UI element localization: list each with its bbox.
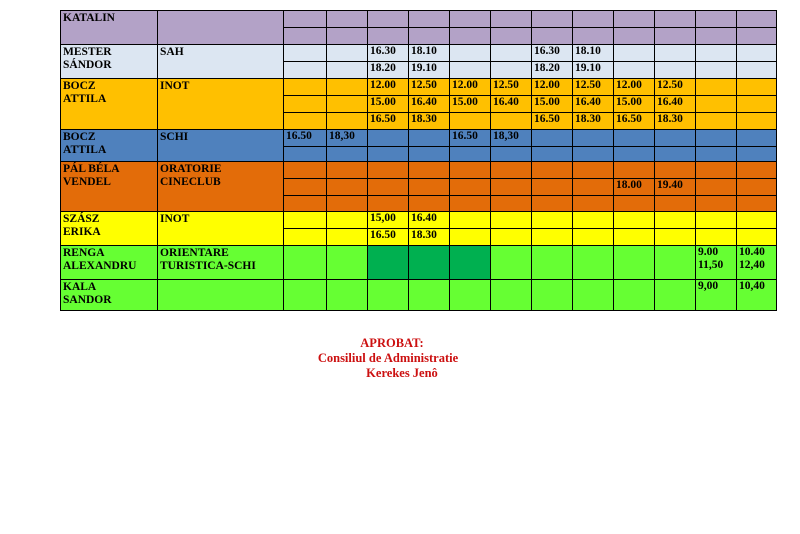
time-cell: [327, 229, 368, 246]
time-cell: [491, 11, 532, 28]
time-cell: [491, 280, 532, 311]
time-cell: 12.00: [450, 79, 491, 96]
time-cell: [737, 113, 777, 130]
time-cell: [368, 147, 409, 162]
person-name-line: BOCZ: [63, 131, 96, 143]
time-cell: 16.50: [532, 113, 573, 130]
time-cell: 12.00: [368, 79, 409, 96]
time-cell: 16.50: [284, 130, 327, 147]
time-cell: [737, 28, 777, 45]
activity-line: INOT: [160, 80, 190, 92]
time-cell: [532, 130, 573, 147]
time-cell: [737, 196, 777, 212]
time-cell: [655, 45, 696, 62]
time-cell: [284, 179, 327, 196]
time-cell: [409, 130, 450, 147]
time-cell: [368, 179, 409, 196]
table-row: [61, 11, 777, 28]
person-name-line: SZÁSZ: [63, 213, 100, 225]
time-cell: [450, 179, 491, 196]
time-cell: [614, 45, 655, 62]
time-cell: [532, 229, 573, 246]
time-cell: [327, 79, 368, 96]
person-name-line: PÁL BÉLA: [63, 163, 120, 175]
time-cell: [327, 11, 368, 28]
activity-cell: [158, 45, 284, 79]
time-cell: [409, 11, 450, 28]
time-cell: 12.50: [655, 79, 696, 96]
person-name-cell: [61, 11, 158, 45]
person-name-line: KALA: [63, 281, 97, 293]
time-cell: [696, 96, 737, 113]
time-cell: [284, 196, 327, 212]
time-cell: [614, 280, 655, 311]
time-cell: [327, 280, 368, 311]
person-name-cell: [61, 280, 158, 311]
time-cell: [573, 212, 614, 229]
time-cell: [696, 196, 737, 212]
time-cell: [573, 147, 614, 162]
time-cell: 15.00: [368, 96, 409, 113]
time-cell: 10.40 12,40: [737, 246, 777, 280]
time-cell: [327, 45, 368, 62]
time-cell: 16.40: [655, 96, 696, 113]
time-cell: [368, 196, 409, 212]
time-cell: 16.40: [409, 212, 450, 229]
time-cell: 16.40: [573, 96, 614, 113]
time-cell: [696, 45, 737, 62]
time-cell: [737, 96, 777, 113]
time-cell: [327, 147, 368, 162]
time-cell: [532, 11, 573, 28]
table-row: [61, 246, 777, 280]
time-cell: [737, 212, 777, 229]
time-cell: [532, 179, 573, 196]
time-cell: [327, 246, 368, 280]
time-cell: [532, 196, 573, 212]
time-cell: [655, 212, 696, 229]
time-cell: 16.50: [368, 113, 409, 130]
time-cell: 15.00: [614, 96, 655, 113]
time-cell: [655, 162, 696, 179]
time-cell: [573, 246, 614, 280]
activity-cell: [158, 130, 284, 162]
time-cell: 16.30: [368, 45, 409, 62]
time-cell: [284, 11, 327, 28]
time-cell: 16.50: [614, 113, 655, 130]
time-cell: [409, 179, 450, 196]
activity-cell: [158, 162, 284, 212]
time-cell: [737, 179, 777, 196]
time-cell: 15.00: [532, 96, 573, 113]
activity-cell: [158, 212, 284, 246]
time-cell: [368, 162, 409, 179]
time-cell: [409, 147, 450, 162]
time-cell: 16.40: [409, 96, 450, 113]
time-cell: 16.50: [450, 130, 491, 147]
time-cell: 18,30: [327, 130, 368, 147]
activity-cell: [158, 280, 284, 311]
time-cell: [655, 229, 696, 246]
person-name-cell: [61, 246, 158, 280]
table-row: [61, 45, 777, 62]
time-cell: [284, 246, 327, 280]
time-cell: [450, 147, 491, 162]
time-cell: [655, 147, 696, 162]
time-cell: 18.30: [573, 113, 614, 130]
time-cell: [573, 162, 614, 179]
time-cell: [491, 45, 532, 62]
time-cell: [737, 162, 777, 179]
time-cell: 18.10: [573, 45, 614, 62]
time-cell: [655, 130, 696, 147]
time-cell: 16.30: [532, 45, 573, 62]
time-cell: 12.50: [573, 79, 614, 96]
time-cell: 9.00 11,50: [696, 246, 737, 280]
time-cell: [532, 147, 573, 162]
table-row: [61, 79, 777, 96]
time-cell: [614, 212, 655, 229]
time-cell: 19.10: [409, 62, 450, 79]
time-cell: 18.20: [368, 62, 409, 79]
time-cell: [573, 28, 614, 45]
time-cell: [655, 11, 696, 28]
time-cell: [284, 45, 327, 62]
time-cell: 18.00: [614, 179, 655, 196]
time-cell: [491, 212, 532, 229]
time-cell: [450, 280, 491, 311]
activity-line: INOT: [160, 213, 190, 225]
time-cell: [409, 162, 450, 179]
time-cell: [491, 147, 532, 162]
person-name-line: ERIKA: [63, 226, 101, 238]
time-cell: [450, 212, 491, 229]
time-cell: [284, 79, 327, 96]
time-cell: [573, 229, 614, 246]
time-cell: [573, 196, 614, 212]
approval-title: APROBAT:: [360, 336, 424, 350]
time-cell: [327, 179, 368, 196]
time-cell: [284, 62, 327, 79]
time-cell: [409, 246, 450, 280]
time-cell: [655, 280, 696, 311]
time-cell: [368, 246, 409, 280]
time-cell: [614, 229, 655, 246]
activity-cell: [158, 11, 284, 45]
approval-signatory: Kerekes Jenô: [366, 366, 438, 380]
time-cell: [450, 28, 491, 45]
activity-line: TURISTICA-SCHI: [160, 260, 256, 272]
time-cell: [409, 28, 450, 45]
time-cell: [532, 28, 573, 45]
time-cell: [450, 113, 491, 130]
time-cell: [284, 229, 327, 246]
time-cell: [573, 130, 614, 147]
time-cell: [284, 113, 327, 130]
time-cell: [368, 280, 409, 311]
time-cell: [696, 212, 737, 229]
time-cell: [614, 196, 655, 212]
time-cell: [737, 147, 777, 162]
activity-line: CINECLUB: [160, 176, 221, 188]
time-cell: [737, 130, 777, 147]
time-cell: 9,00: [696, 280, 737, 311]
time-cell: 16.50: [368, 229, 409, 246]
time-cell: [450, 45, 491, 62]
time-cell: [696, 113, 737, 130]
person-name-cell: [61, 212, 158, 246]
time-cell: [491, 162, 532, 179]
time-cell: 18.30: [409, 229, 450, 246]
time-cell: 12.00: [532, 79, 573, 96]
schedule-table: [60, 10, 777, 311]
person-name-cell: [61, 79, 158, 130]
time-cell: 12.50: [491, 79, 532, 96]
person-name-line: ATTILA: [63, 93, 107, 105]
approval-block: [300, 336, 476, 381]
time-cell: [696, 79, 737, 96]
time-cell: [532, 280, 573, 311]
time-cell: [737, 79, 777, 96]
time-cell: [655, 246, 696, 280]
time-cell: [696, 11, 737, 28]
table-row: [61, 130, 777, 147]
time-cell: 12.50: [409, 79, 450, 96]
time-cell: [573, 280, 614, 311]
person-name-cell: [61, 162, 158, 212]
time-cell: [409, 196, 450, 212]
time-cell: [327, 113, 368, 130]
time-cell: [327, 96, 368, 113]
time-cell: [696, 229, 737, 246]
time-cell: [614, 11, 655, 28]
time-cell: [696, 147, 737, 162]
person-name-cell: [61, 130, 158, 162]
time-cell: [491, 179, 532, 196]
activity-line: ORIENTARE: [160, 247, 229, 259]
time-cell: [409, 280, 450, 311]
person-name-line: ALEXANDRU: [63, 260, 137, 272]
time-cell: [368, 130, 409, 147]
person-name-line: ATTILA: [63, 144, 107, 156]
table-row: [61, 212, 777, 229]
person-name-line: BOCZ: [63, 80, 96, 92]
time-cell: 10,40: [737, 280, 777, 311]
person-name-line: KATALIN: [63, 12, 115, 24]
time-cell: [573, 11, 614, 28]
time-cell: [327, 28, 368, 45]
time-cell: [696, 28, 737, 45]
time-cell: [491, 196, 532, 212]
time-cell: [491, 62, 532, 79]
activity-line: ORATORIE: [160, 163, 222, 175]
time-cell: [327, 196, 368, 212]
person-name-line: RENGA: [63, 247, 105, 259]
time-cell: [737, 45, 777, 62]
approval-council: Consiliul de Administratie: [317, 351, 459, 365]
time-cell: 18.30: [409, 113, 450, 130]
time-cell: 18,30: [491, 130, 532, 147]
time-cell: 18.10: [409, 45, 450, 62]
time-cell: [532, 212, 573, 229]
activity-line: SCHI: [160, 131, 189, 143]
time-cell: [491, 113, 532, 130]
activity-cell: [158, 246, 284, 280]
time-cell: [696, 130, 737, 147]
time-cell: [532, 162, 573, 179]
time-cell: [284, 28, 327, 45]
time-cell: [532, 246, 573, 280]
time-cell: [284, 147, 327, 162]
time-cell: [737, 62, 777, 79]
time-cell: [737, 11, 777, 28]
time-cell: [284, 162, 327, 179]
time-cell: [614, 28, 655, 45]
time-cell: [614, 130, 655, 147]
time-cell: 19.10: [573, 62, 614, 79]
person-name-line: VENDEL: [63, 176, 111, 188]
time-cell: [368, 11, 409, 28]
time-cell: [696, 162, 737, 179]
person-name-cell: [61, 45, 158, 79]
time-cell: 15,00: [368, 212, 409, 229]
person-name-line: SANDOR: [63, 294, 112, 306]
time-cell: [491, 28, 532, 45]
time-cell: [284, 96, 327, 113]
time-cell: [737, 229, 777, 246]
time-cell: [696, 179, 737, 196]
time-cell: [655, 62, 696, 79]
time-cell: [450, 162, 491, 179]
time-cell: [491, 246, 532, 280]
table-row: [61, 162, 777, 179]
activity-line: SAH: [160, 46, 184, 58]
time-cell: 19.40: [655, 179, 696, 196]
time-cell: 15.00: [450, 96, 491, 113]
person-name-line: SÁNDOR: [63, 59, 112, 71]
time-cell: [614, 62, 655, 79]
time-cell: [614, 147, 655, 162]
time-cell: [655, 196, 696, 212]
time-cell: [284, 280, 327, 311]
time-cell: [327, 162, 368, 179]
time-cell: [614, 246, 655, 280]
time-cell: [491, 229, 532, 246]
time-cell: 16.40: [491, 96, 532, 113]
time-cell: [284, 212, 327, 229]
time-cell: [450, 196, 491, 212]
time-cell: [696, 62, 737, 79]
time-cell: [573, 179, 614, 196]
time-cell: [614, 162, 655, 179]
time-cell: 18.30: [655, 113, 696, 130]
time-cell: [327, 62, 368, 79]
time-cell: [327, 212, 368, 229]
activity-cell: [158, 79, 284, 130]
time-cell: 12.00: [614, 79, 655, 96]
time-cell: [450, 11, 491, 28]
time-cell: [450, 229, 491, 246]
time-cell: [368, 28, 409, 45]
table-row: [61, 280, 777, 311]
time-cell: 18.20: [532, 62, 573, 79]
time-cell: [450, 246, 491, 280]
time-cell: [450, 62, 491, 79]
time-cell: [655, 28, 696, 45]
person-name-line: MESTER: [63, 46, 112, 58]
